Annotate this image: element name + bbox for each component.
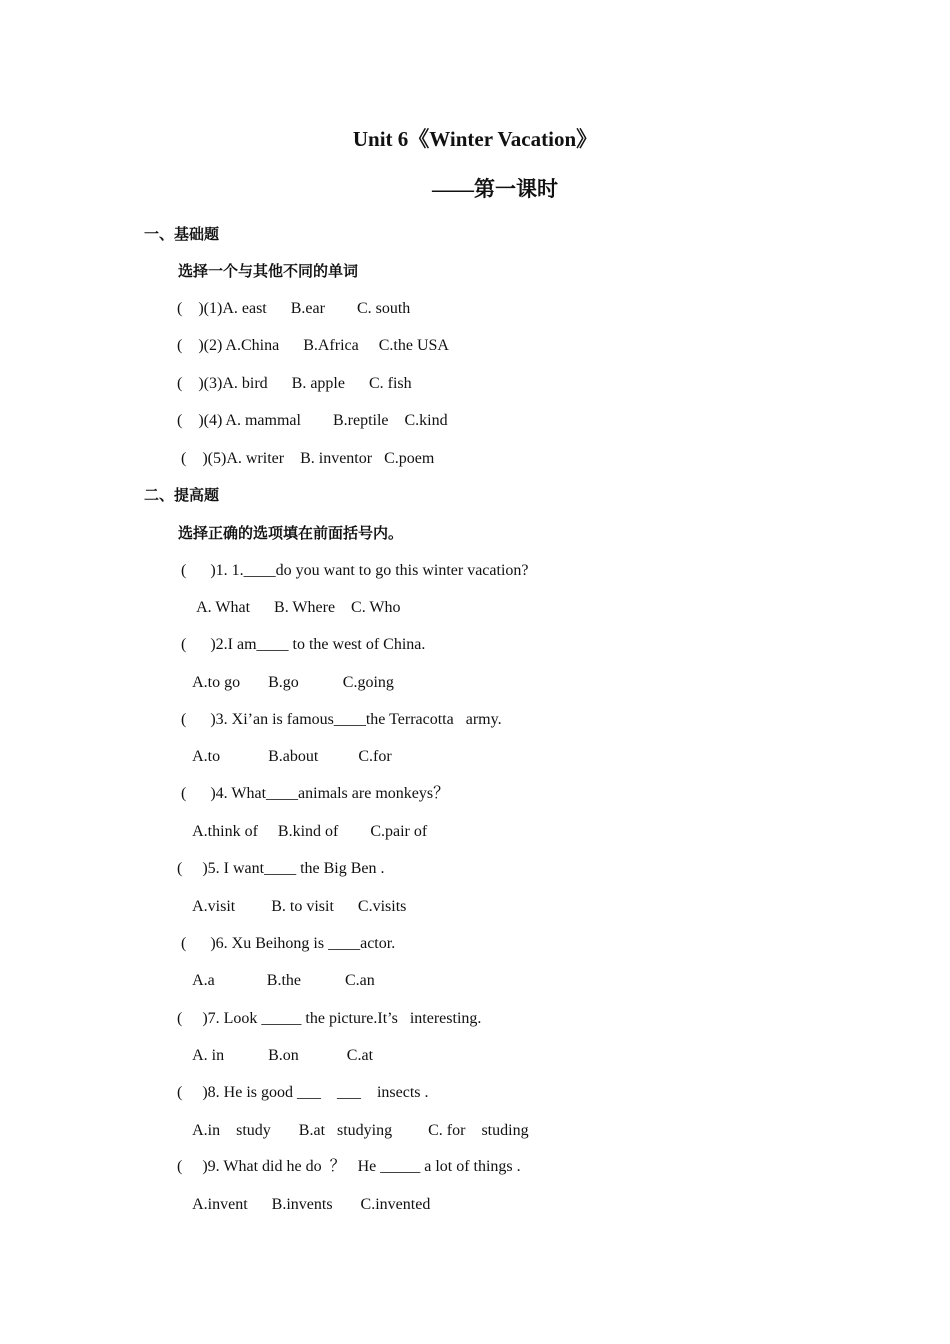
section1-heading: 一、基础题 xyxy=(144,225,220,243)
question-text: ( )6. Xu Beihong is ____actor. xyxy=(177,935,396,952)
document-title: Unit 6《Winter Vacation》 xyxy=(352,127,598,151)
question-text: ( )9. What did he do ？ He _____ a lot of things . xyxy=(177,1158,521,1175)
question-text: ( )4. What____animals are monkeys？ xyxy=(177,785,450,802)
question-options: A.to B.about C.for xyxy=(177,748,392,765)
question-text: ( )7. Look _____ the picture.It’s interesting. xyxy=(177,1010,482,1027)
question-text: ( )8. He is good ___ ___ insects . xyxy=(177,1084,429,1101)
question-options: A.invent B.invents C.invented xyxy=(177,1196,431,1213)
section1-item: ( )(3)A. bird B. apple C. fish xyxy=(177,375,412,392)
section2-heading: 二、提高题 xyxy=(144,486,220,504)
section1-item: ( )(2) A.China B.Africa C.the USA xyxy=(177,337,449,354)
question-options: A.visit B. to visit C.visits xyxy=(177,898,407,915)
question-options: A.in study B.at studying C. for studing xyxy=(177,1122,529,1139)
question-options: A. What B. Where C. Who xyxy=(177,599,401,616)
question-options: A. in B.on C.at xyxy=(177,1047,374,1064)
question-text: ( )2.I am____ to the west of China. xyxy=(177,636,426,653)
section1-item: ( )(4) A. mammal B.reptile C.kind xyxy=(177,412,448,429)
question-text: ( )3. Xi’an is famous____the Terracotta army. xyxy=(177,711,502,728)
section1-instruction: 选择一个与其他不同的单词 xyxy=(178,262,359,280)
document-subtitle: ——第一课时 xyxy=(432,177,558,201)
section1-item: ( )(5)A. writer B. inventor C.poem xyxy=(177,450,435,467)
question-options: A.to go B.go C.going xyxy=(177,674,394,691)
question-options: A.think of B.kind of C.pair of xyxy=(177,823,428,840)
section1-item: ( )(1)A. east B.ear C. south xyxy=(177,300,411,317)
question-text: ( )5. I want____ the Big Ben . xyxy=(177,860,385,877)
question-options: A.a B.the C.an xyxy=(177,972,375,989)
section2-instruction: 选择正确的选项填在前面括号内。 xyxy=(178,524,404,542)
question-text: ( )1. 1.____do you want to go this winter vacation? xyxy=(177,562,529,579)
